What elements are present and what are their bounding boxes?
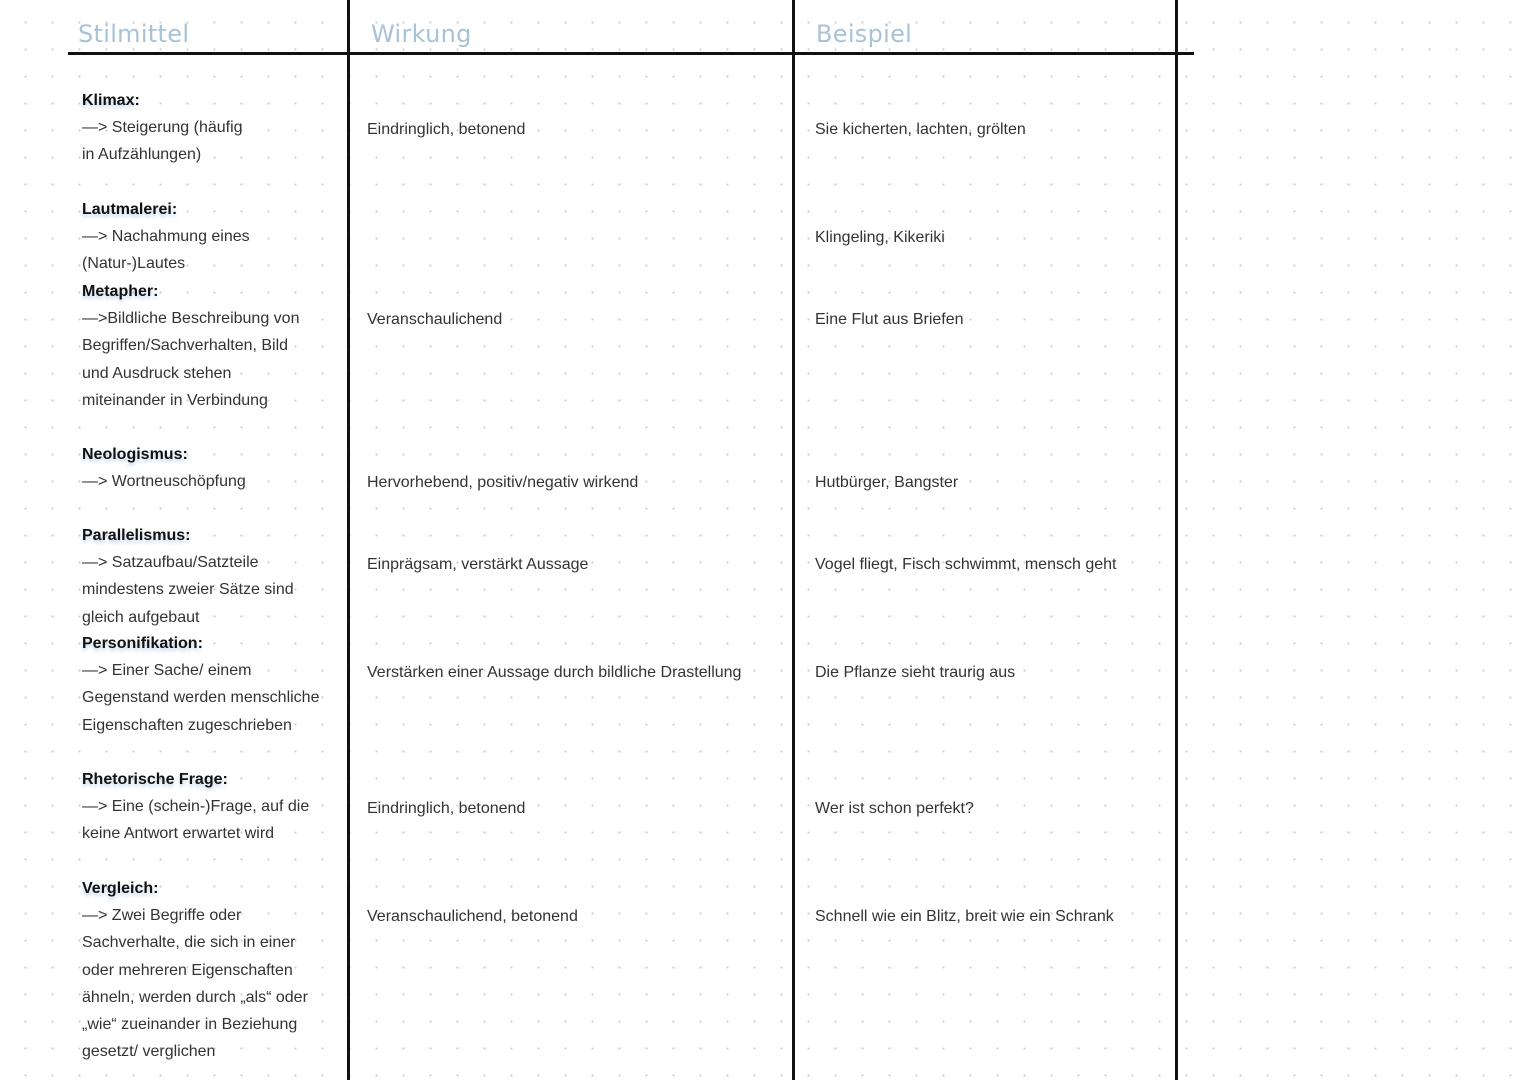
- header-wirkung: Wirkung: [371, 20, 472, 48]
- column-divider-3: [1175, 0, 1178, 1080]
- term-neologismus: [82, 441, 332, 495]
- wirkung-klimax: Eindringlich, betonend: [367, 121, 526, 138]
- wirkung-neologismus: Hervorhebend, positiv/negativ wirkend: [367, 474, 639, 491]
- column-divider-2: [792, 0, 795, 1080]
- term-klimax: [82, 87, 332, 169]
- wirkung-rhetorische-frage: Eindringlich, betonend: [367, 800, 526, 817]
- term-name: Personifikation:: [82, 635, 203, 652]
- term-desc: —> Nachahmung eines (Natur-)Lautes: [82, 228, 250, 273]
- term-name: Neologismus:: [82, 446, 188, 463]
- term-name: Klimax:: [82, 92, 140, 109]
- header-beispiel: Beispiel: [816, 20, 913, 48]
- term-desc: —> Satzaufbau/Satzteile mindestens zweier Sätze sind gleich aufgebaut: [82, 554, 294, 626]
- term-desc: —>Bildliche Beschreibung von Begriffen/Sachverhalten, Bild und Ausdruck stehen miteinander in Verbindung: [82, 310, 300, 409]
- term-desc: —> Wortneuschöpfung: [82, 473, 246, 491]
- header-underline: [68, 52, 1194, 55]
- term-desc: —> Eine (schein-)Frage, auf die keine Antwort erwartet wird: [82, 798, 310, 843]
- term-name: Metapher:: [82, 283, 159, 300]
- beispiel-klimax: Sie kicherten, lachten, grölten: [815, 121, 1026, 138]
- wirkung-parallelismus: Einprägsam, verstärkt Aussage: [367, 556, 589, 573]
- beispiel-personifikation: Die Pflanze sieht traurig aus: [815, 664, 1016, 681]
- term-name: Rhetorische Frage:: [82, 771, 228, 788]
- beispiel-rhetorische-frage: Wer ist schon perfekt?: [815, 800, 974, 817]
- term-desc: —> Steigerung (häufig in Aufzählungen): [82, 119, 243, 164]
- term-desc: —> Einer Sache/ einem Gegenstand werden menschliche Eigenschaften zugeschrieben: [82, 662, 320, 734]
- wirkung-vergleich: Veranschaulichend, betonend: [367, 908, 578, 925]
- wirkung-personifikation: Verstärken einer Aussage durch bildliche Drastellung: [367, 664, 742, 681]
- term-metapher: [82, 278, 332, 414]
- term-name: Parallelismus:: [82, 527, 191, 544]
- term-desc: —> Zwei Begriffe oder Sachverhalte, die sich in einer oder mehreren Eigenschaften ähneln, werden durch „als“ oder „wie“ zueinander in Beziehung gesetzt/ verglichen: [82, 907, 308, 1061]
- wirkung-metapher: Veranschaulichend: [367, 311, 503, 328]
- column-divider-1: [347, 0, 350, 1080]
- beispiel-vergleich: Schnell wie ein Blitz, breit wie ein Schrank: [815, 908, 1114, 925]
- beispiel-neologismus: Hutbürger, Bangster: [815, 474, 959, 491]
- term-name: Vergleich:: [82, 880, 159, 897]
- beispiel-parallelismus: Vogel fliegt, Fisch schwimmt, mensch geht: [815, 556, 1117, 573]
- beispiel-metapher: Eine Flut aus Briefen: [815, 311, 964, 328]
- term-lautmalerei: [82, 196, 332, 278]
- term-personifikation: [82, 630, 332, 739]
- term-parallelismus: [82, 522, 332, 631]
- term-vergleich: [82, 875, 332, 1065]
- term-name: Lautmalerei:: [82, 201, 178, 218]
- beispiel-lautmalerei: Klingeling, Kikeriki: [815, 229, 945, 246]
- header-stilmittel: Stilmittel: [78, 20, 190, 48]
- term-rhetorische-frage: [82, 766, 332, 848]
